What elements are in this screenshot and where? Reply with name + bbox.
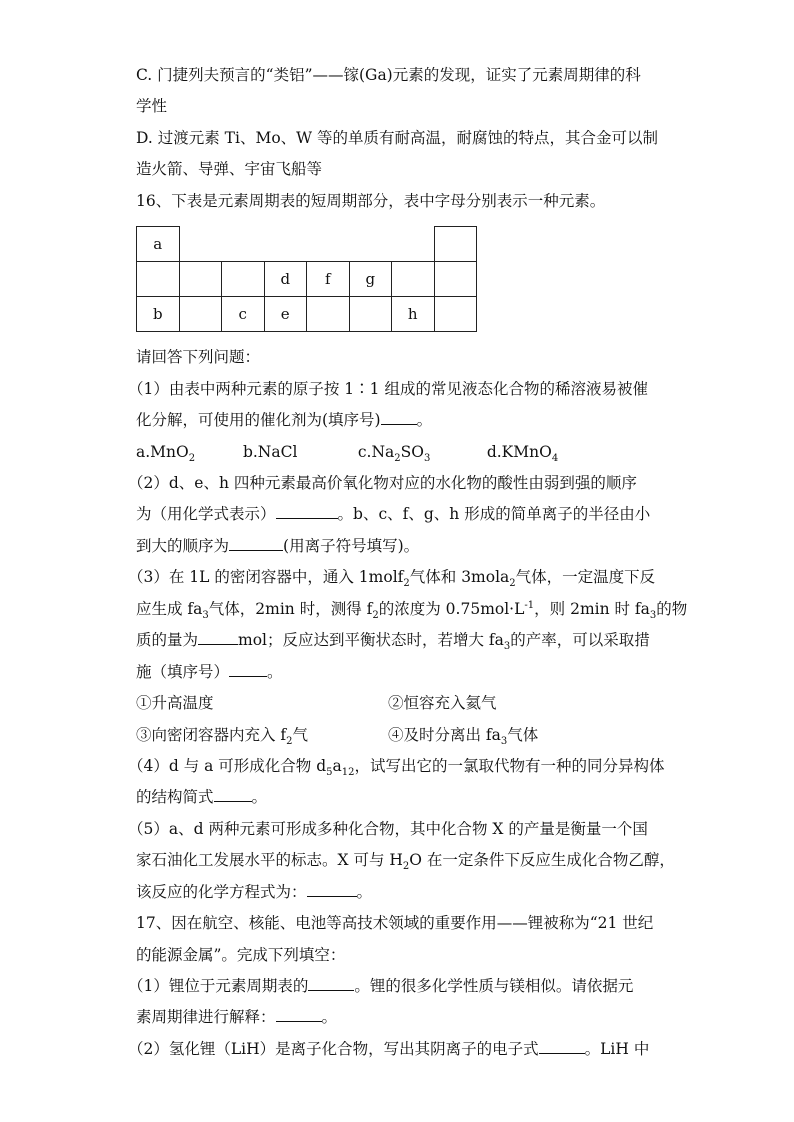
q15-option-c-line2: 学性: [136, 97, 168, 115]
answer-blank[interactable]: [276, 504, 338, 519]
q16-part4-line1: （4）d 与 a 可形成化合物 $d_5a_{12}$，试写出它的一氯取代物有一种的同分异构体: [128, 757, 665, 779]
answer-blank[interactable]: [539, 1039, 585, 1054]
table-row: [137, 262, 477, 297]
q17-part1-line2: 素周期律进行解释： 。: [136, 1008, 338, 1026]
q16-part2-line2: 为（用化学式表示） 。b、c、f、g、h 形成的简单离子的半径由小: [136, 505, 651, 523]
answer-blank[interactable]: [229, 536, 283, 551]
answer-blank[interactable]: [308, 976, 354, 991]
q17-part1-line1: （1）锂位于元素周期表的 。锂的很多化学性质与镁相似。请依据元: [128, 977, 634, 995]
cell: [307, 297, 350, 332]
cell: [392, 262, 435, 297]
q16-choices-row1: ①升高温度 ②恒容充入氦气: [136, 694, 497, 712]
table-row: [137, 227, 477, 262]
q17-part2-line1: （2）氢化锂（LiH）是离子化合物，写出其阴离子的电子式 。LiH 中: [128, 1040, 650, 1058]
cell-d: d: [264, 262, 307, 297]
cell-g: g: [349, 262, 392, 297]
option-d: d.KMnO$_4$: [486, 443, 559, 465]
answer-blank[interactable]: [307, 882, 357, 897]
q15-option-d-line2: 造火箭、导弹、宇宙飞船等: [136, 160, 323, 178]
q16-part2-line1: （2）d、e、h 四种元素最高价氧化物对应的水化物的酸性由弱到强的顺序: [128, 474, 637, 492]
option-a: a.MnO$_2$: [136, 443, 196, 465]
cell-empty: [434, 227, 477, 262]
cell: [222, 262, 265, 297]
cell: [434, 262, 477, 297]
option-c: $c.Na_2SO_3$: [357, 443, 431, 465]
answer-blank[interactable]: [214, 787, 252, 802]
q17-title-line1: 17、因在航空、核能、电池等高技术领域的重要作用——锂被称为“21 世纪: [136, 914, 654, 932]
q16-part3-line1: （3）在 1L 的密闭容器中，通入 1molf$_2$气体和 3mola$_2$气体，一定温度下反: [128, 568, 656, 590]
answer-blank[interactable]: [276, 1007, 322, 1022]
cell: [137, 262, 180, 297]
cell-b: b: [137, 297, 180, 332]
q16-part2-line3: 到大的顺序为 (用离子符号填写)。: [136, 537, 420, 555]
answer-blank[interactable]: [229, 662, 267, 677]
q16-prompt: 请回答下列问题：: [136, 348, 261, 366]
q16-part3-line2: 应生成 $fa_3$气体，2min 时，测得 $f_2$的浓度为 $0.75mol\cdot L^{-1}$，则 2min 时 $fa_3$的物: [136, 599, 688, 622]
cell-e: e: [264, 297, 307, 332]
table-row: [137, 297, 477, 332]
option-b: b.NaCl: [242, 443, 298, 461]
cell-c: c: [222, 297, 265, 332]
q16-part5-line3: 该反应的化学方程式为： 。: [136, 883, 373, 901]
q16-part3-line4: 施（填序号） 。: [136, 663, 283, 681]
q16-choices-row2: ③向密闭容器内充入 $f_2$气 ④及时分离出 $fa_3$气体: [136, 726, 539, 748]
cell: [434, 297, 477, 332]
cell-f: f: [307, 262, 350, 297]
q16-part4-line2: 的结构简式 。: [136, 788, 268, 806]
q16-part5-line1: （5）a、d 两种元素可形成多种化合物，其中化合物 X 的产量是衡量一个国: [128, 820, 648, 838]
q16-part1-options: [136, 441, 558, 463]
periodic-table: [136, 226, 477, 332]
q16-part1-line2: 化分解，可使用的催化剂为(填序号) 。: [136, 411, 433, 429]
answer-blank[interactable]: [381, 410, 417, 425]
cell-a: a: [137, 227, 180, 262]
q16-part3-line3: 质的量为 mol；反应达到平衡状态时，若增大 $fa_3$的产率，可以采取措: [136, 631, 650, 653]
q15-option-c-line1: C. 门捷列夫预言的“类铝”——镓(Ga)元素的发现，证实了元素周期律的科: [136, 66, 641, 84]
cell: [179, 297, 222, 332]
q16-part5-line2: 家石油化工发展水平的标志。X 可与 $H_2O$ 在一定条件下反应生成化合物乙醇，: [136, 851, 675, 873]
q17-title-line2: 的能源金属”。完成下列填空：: [136, 946, 346, 964]
cell-h: h: [392, 297, 435, 332]
cell: [349, 297, 392, 332]
q15-option-d-line1: D. 过渡元素 Ti、Mo、W 等的单质有耐高温，耐腐蚀的特点，其合金可以制: [136, 129, 659, 147]
q16-part1-line1: （1）由表中两种元素的原子按 1∶1 组成的常见液态化合物的稀溶液易被催: [128, 380, 648, 398]
cell: [179, 262, 222, 297]
q16-title: 16、下表是元素周期表的短周期部分，表中字母分别表示一种元素。: [136, 192, 606, 210]
answer-blank[interactable]: [198, 630, 238, 645]
